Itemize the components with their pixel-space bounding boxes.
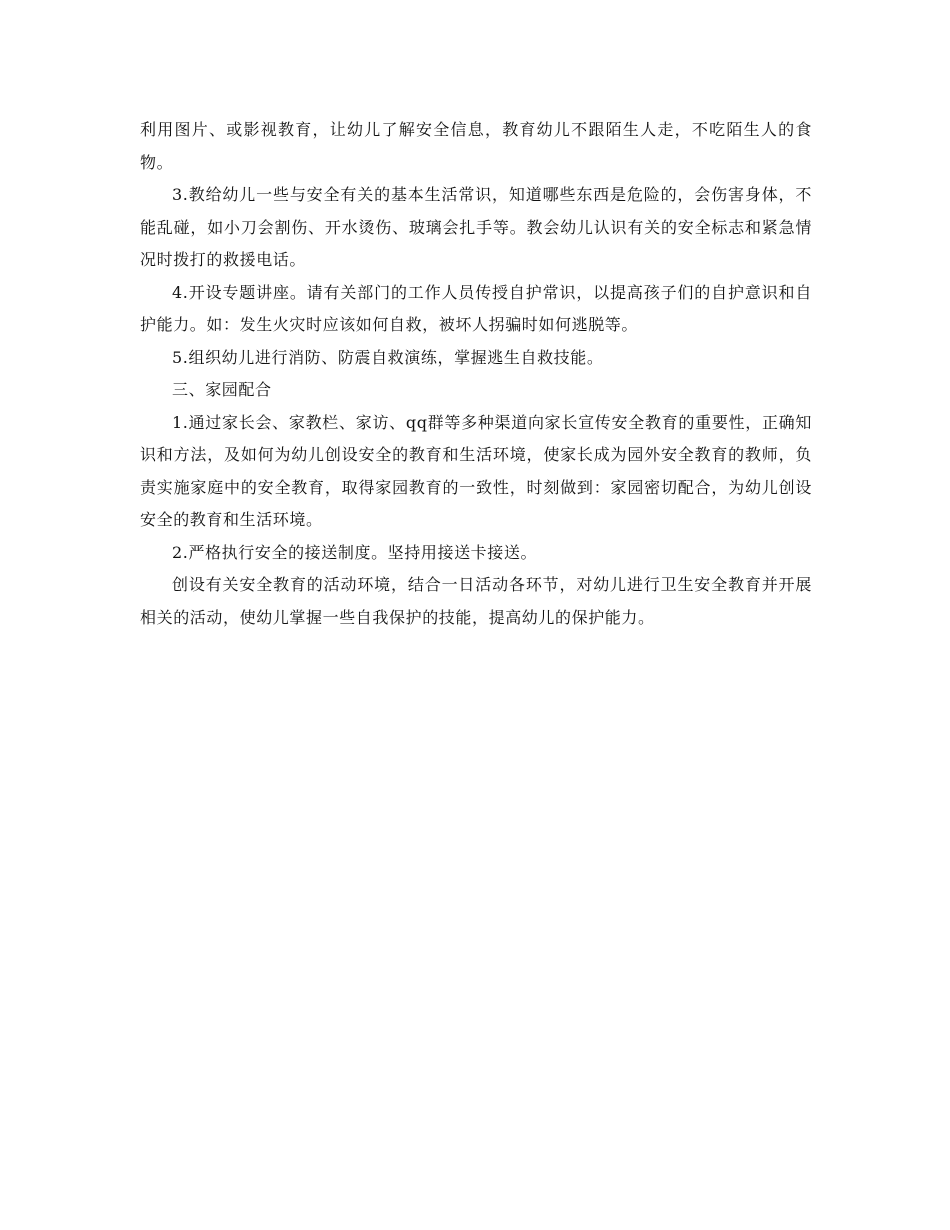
document-body bbox=[140, 114, 812, 634]
paragraph-continuation: 利用图片、或影视教育，让幼儿了解安全信息，教育幼儿不跟陌生人走，不吃陌生人的食物。 bbox=[140, 120, 812, 172]
section-heading-home-school: 三、家园配合 bbox=[172, 380, 272, 399]
paragraph-item-5-drills: 5.组织幼儿进行消防、防震自救演练，掌握逃生自救技能。 bbox=[172, 347, 604, 367]
paragraph-item-2-pickup-system: 2.严格执行安全的接送制度。坚持用接送卡接送。 bbox=[172, 542, 538, 562]
paragraph-item-3-safety-knowledge: 3.教给幼儿一些与安全有关的基本生活常识，知道哪些东西是危险的，会伤害身体，不能乱碰，如小刀会割伤、开水烫伤、玻璃会扎手等。教会幼儿认识有关的安全标志和紧急情况时拨打的救援电话。 bbox=[140, 185, 812, 269]
paragraph-item-4-lectures: 4.开设专题讲座。请有关部门的工作人员传授自护常识，以提高孩子们的自护意识和自护能力。如：发生火灾时应该如何自救，被坏人拐骗时如何逃脱等。 bbox=[140, 282, 812, 334]
paragraph-closing-summary: 创设有关安全教育的活动环境，结合一日活动各环节，对幼儿进行卫生安全教育并开展相关的活动，使幼儿掌握一些自我保护的技能，提高幼儿的保护能力。 bbox=[140, 575, 812, 627]
paragraph-item-1-parent-channels: 1.通过家长会、家教栏、家访、qq群等多种渠道向家长宣传安全教育的重要性，正确知识和方法，及如何为幼儿创设安全的教育和生活环境，使家长成为园外安全教育的教师，负责实施家庭中的安全教育，取得家园教育的一致性，时刻做到：家园密切配合，为幼儿创设安全的教育和生活环境。 bbox=[140, 412, 812, 529]
